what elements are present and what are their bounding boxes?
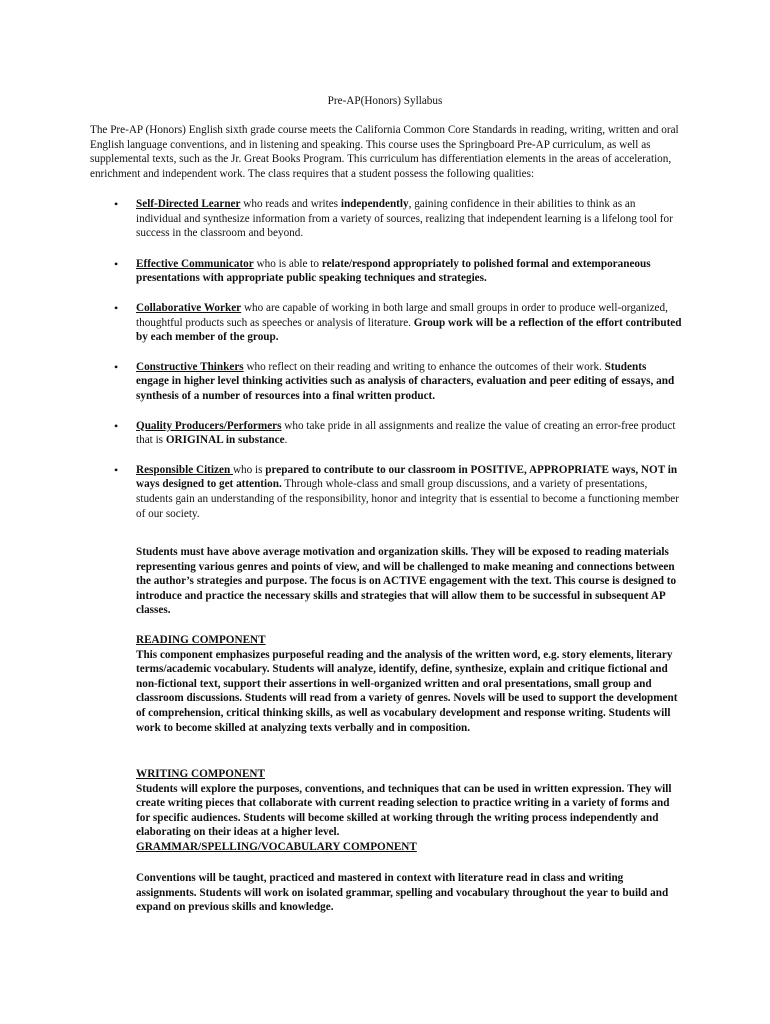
quality-term: Collaborative Worker: [136, 301, 242, 314]
writing-component-heading: WRITING COMPONENT: [136, 768, 265, 780]
bullet-icon: •: [114, 359, 119, 374]
reading-component-section: [136, 633, 682, 735]
bullet-icon: •: [114, 418, 119, 433]
reading-component-heading: READING COMPONENT: [136, 634, 266, 646]
writing-component-body: Students will explore the purposes, conventions, and techniques that can be used in written expression. They will create writing pieces that collaborate with current reading selection to practice writing in a variety of forms and for specific audiences. Students will become skilled at working through the writing process independently and elaborating on their ideas at a higher level.: [136, 782, 672, 839]
quality-emphasis: independently: [340, 198, 409, 210]
bullet-icon: •: [114, 300, 119, 315]
quality-emphasis: Students engage in higher level thinking activities such as analysis of characters, evaluation and peer editing of essays, and synthesis of a number of resources into a final written product.: [136, 360, 675, 402]
quality-responsible-citizen: [114, 462, 682, 521]
quality-term: Self-Directed Learner: [136, 198, 241, 210]
quality-text: who reads and writes: [240, 198, 341, 210]
intro-paragraph: The Pre-AP (Honors) English sixth grade course meets the California Common Core Standards in reading, writing, written and oral English language conventions, and in listening and speaking. This course uses the Springboard Pre-AP curriculum, as well as supplemental texts, such as the Jr. Great Books Program. This curriculum has differentiation elements in the areas of acceleration, enrichment and independent work. The class requires that a student possess the following qualities:: [90, 124, 679, 180]
quality-term: Constructive Thinkers: [136, 360, 244, 373]
quality-text: who reflect on their reading and writing to enhance the outcomes of their work.: [243, 360, 605, 373]
bullet-icon: •: [114, 462, 119, 477]
page-title: Pre-AP(Honors) Syllabus: [327, 95, 443, 107]
closing-paragraph: Students must have above average motivation and organization skills. They will be exposed to reading materials representing various genres and points of view, and will be challenged to make meaning and connections between the author’s strategies and purpose. The focus is on ACTIVE engagement with the text. This course is designed to introduce and practice the necessary skills and strategies that will allow them to be successful in subsequent AP classes.: [136, 546, 677, 617]
quality-collaborative-worker: [114, 300, 682, 345]
quality-text: who is able to: [253, 257, 322, 270]
bullet-icon: •: [114, 256, 119, 271]
quality-term: Effective Communicator: [136, 257, 254, 270]
quality-text: .: [284, 434, 288, 447]
grammar-component-heading: GRAMMAR/SPELLING/VOCABULARY COMPONENT: [136, 840, 417, 853]
quality-self-directed-learner: [114, 197, 682, 241]
writing-component-section: [136, 767, 682, 855]
bullet-icon: •: [114, 197, 119, 211]
quality-constructive-thinkers: [114, 359, 682, 404]
quality-term: Responsible Citizen: [136, 463, 233, 476]
grammar-component-body: Conventions will be taught, practiced and mastered in context with literature read in class and writing assignments. Students will work on isolated grammar, spelling and vocabulary throughout the year to build and expand on previous skills and knowledge.: [136, 872, 669, 914]
quality-emphasis: prepared to contribute to our classroom in POSITIVE, APPROPRIATE ways, NOT in ways designed to get attention.: [136, 463, 678, 491]
quality-quality-producers: [114, 418, 682, 448]
quality-text: who are capable of working in both large and small groups in order to produce well-organized, thoughtful products such as speeches or analysis of literature.: [136, 301, 668, 329]
quality-text: who is: [232, 463, 266, 476]
grammar-component-section: [136, 871, 682, 915]
quality-emphasis: ORIGINAL in substance: [165, 434, 285, 447]
qualities-list: [114, 197, 682, 536]
quality-emphasis: relate/respond appropriately to polished formal and extemporaneous presentations with appropriate public speaking techniques and strategies.: [136, 257, 651, 285]
quality-text: who take pride in all assignments and realize the value of creating an error-free product that is: [136, 419, 676, 447]
quality-text: , gaining confidence in their abilities to think as an individual and synthesize information from a variety of sources, realizing that independent learning is a lifelong tool for success in the classroom and beyond.: [136, 198, 673, 240]
quality-emphasis: Group work will be a reflection of the effort contributed by each member of the group.: [136, 316, 682, 344]
quality-effective-communicator: [114, 256, 682, 286]
reading-component-body: This component emphasizes purposeful reading and the analysis of the written word, e.g. story elements, literary terms/academic vocabulary. Students will analyze, identify, define, synthesize, explain and critique fictional and non-fictional text, support their assertions in well-organized written and oral presentations, small group and classroom discussions. Students will read from a variety of genres. Novels will be used to support the development of comprehension, critical thinking skills, as well as vocabulary development and response writing. Students will work to become skilled at analyzing texts verbally and in composition.: [136, 648, 678, 734]
quality-term: Quality Producers/Performers: [136, 419, 282, 432]
quality-text: Through whole-class and small group discussions, and a variety of presentations, students gain an understanding of the responsibility, honor and integrity that is essential to become a functioning member of our society.: [136, 478, 679, 520]
